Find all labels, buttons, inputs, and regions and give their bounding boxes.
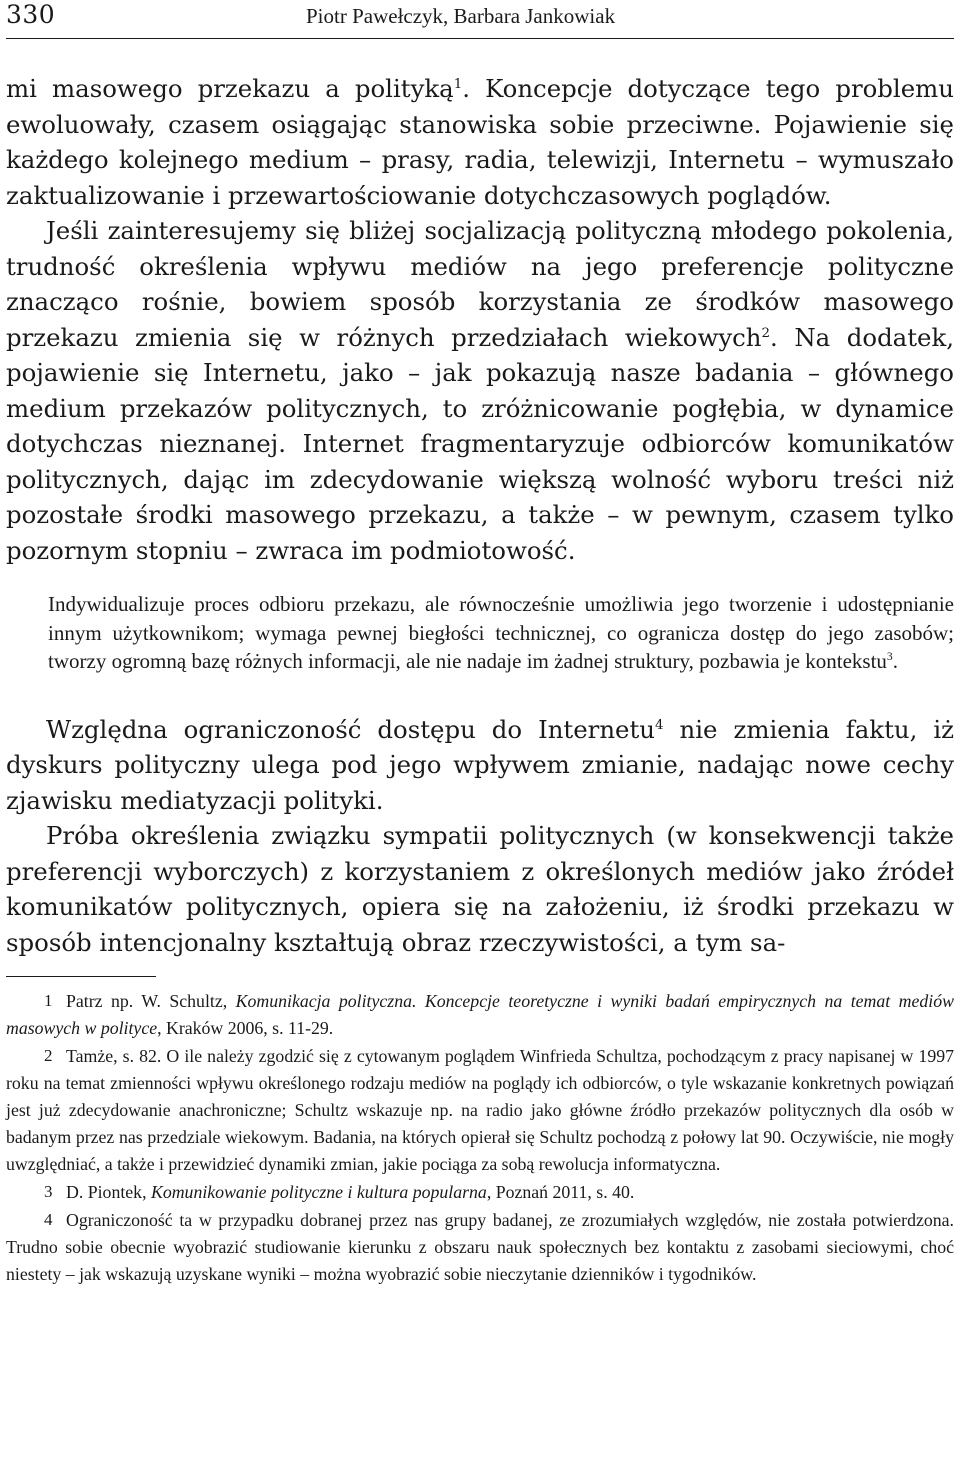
- running-head: Piotr Pawełczyk, Barbara Jankowiak: [306, 4, 616, 28]
- footnote-number: 1: [44, 991, 53, 1010]
- paragraph: Próba określenia związku sympatii politycznych (w konsekwencji także preferencji wyborczych) z korzystaniem z określonych mediów jako źródeł komunikatów politycznych, opiera się na założeniu, iż środki przekazu w sposób intencjonalny kształtują obraz rzeczywistości, a tym sa-: [6, 821, 954, 957]
- footnote-ref-1[interactable]: 1: [453, 76, 463, 92]
- body-text-continued: [6, 712, 954, 961]
- body-text: [6, 71, 954, 568]
- paragraph: Względna ograniczoność dostępu do Internetu$^4$ nie zmienia faktu, iż dyskurs polityczny ulega pod jego wpływem zmianie, nadając nowe cechy zjawisku mediatyzacji polityki.: [6, 714, 954, 815]
- paragraph-continued: mi masowego przekazu a polityką$^1$. Koncepcje dotyczące tego problemu ewoluowały, czasem osiągając stanowiska sobie przeciwne. Pojawienie się każdego kolejnego medium – prasy, radia, telewizji, Internetu – wymuszało zaktualizowanie i przewartościowanie dotychczasowych poglądów.: [6, 74, 954, 210]
- footnote-ref-3[interactable]: 3: [886, 651, 893, 663]
- footnotes: [6, 987, 954, 1288]
- footnote-number: 4: [44, 1210, 53, 1229]
- footnote-3: 3 D. Piontek, Komunikowanie polityczne i kultura popularna, Poznań 2011, s. 40.: [6, 1178, 954, 1206]
- footnote-4: 4 Ograniczoność ta w przypadku dobranej przez nas grupy badanej, ze zrozumiałych względów, nie została potwierdzona. Trudno sobie obecnie wyobrazić studiowanie kierunku z obszaru nauk społecznych bez kontaktu z zasobami sieciowymi, choć niestety – jak wskazują uzyskane wyniki – można wyobrazić sobie nieczytanie dzienników i tygodników.: [6, 1206, 954, 1288]
- cited-title: Komunikowanie polityczne i kultura popularna: [150, 1182, 487, 1202]
- document-page: [6, 0, 954, 1288]
- footnote-2: 2 Tamże, s. 82. O ile należy zgodzić się z cytowanym poglądem Winfrieda Schultza, pochodzącym z pracy napisanej w 1997 roku na temat zmienności wpływu określonego rodzaju mediów na poglądy ich odbiorców, o tyle wskazanie konkretnych powiązań jest już zdecydowanie anachroniczne; Schultz wskazuje np. na radio jako główne źródło przekazów politycznych dla osób w badanym przez nas przedziale wiekowym. Badania, na których opierał się Schultz pochodzą z połowy lat 90. Oczywiście, nie mogły uwzględniać, a także i przewidzieć dynamiki zmian, jakie pociąga za sobą rewolucja informatyczna.: [6, 1042, 954, 1178]
- paragraph: Jeśli zainteresujemy się bliżej socjalizacją polityczną młodego pokolenia, trudność określenia wpływu mediów na jego preferencje polityczne znacząco rośnie, bowiem sposób korzystania ze środków masowego przekazu zmienia się w różnych przedziałach wiekowych$^2$. Na dodatek, pojawienie się Internetu, jako – jak pokazują nasze badania – głównego medium przekazów politycznych, to zróżnicowanie pogłębia, w dynamice dotychczas nieznanej. Internet fragmentaryzuje odbiorców komunikatów politycznych, dając im zdecydowanie większą wolność wyboru treści niż pozostałe środki masowego przekazu, a także – w pewnym, czasem tylko pozornym stopniu – zwraca im podmiotowość.: [6, 216, 954, 565]
- footnote-number: 3: [44, 1182, 53, 1201]
- page-number: 330: [6, 0, 56, 29]
- footnote-separator: [6, 976, 156, 977]
- footnote-number: 2: [44, 1046, 53, 1065]
- footnote-ref-4[interactable]: 4: [654, 717, 664, 733]
- footnote-ref-2[interactable]: 2: [761, 325, 771, 341]
- page-header: [6, 0, 954, 39]
- footnote-1: 1 Patrz np. W. Schultz, Komunikacja polityczna. Koncepcje teoretyczne i wyniki badań empirycznych na temat mediów masowych w polityce, Kraków 2006, s. 11-29.: [6, 987, 954, 1042]
- block-quote: Indywidualizuje proces odbioru przekazu, ale równocześnie umożliwia jego tworzenie i udostępnianie innym użytkownikom; wymaga pewnej biegłości technicznej, co ogranicza dostęp do jego zasobów; tworzy ogromną bazę różnych informacji, ale nie nadaje im żadnej struktury, pozbawia je kontekstu$^3$.: [48, 592, 954, 673]
- cited-title: Komunikacja polityczna. Koncepcje teoretyczne i wyniki badań empirycznych na temat mediów masowych w polityce: [6, 991, 954, 1038]
